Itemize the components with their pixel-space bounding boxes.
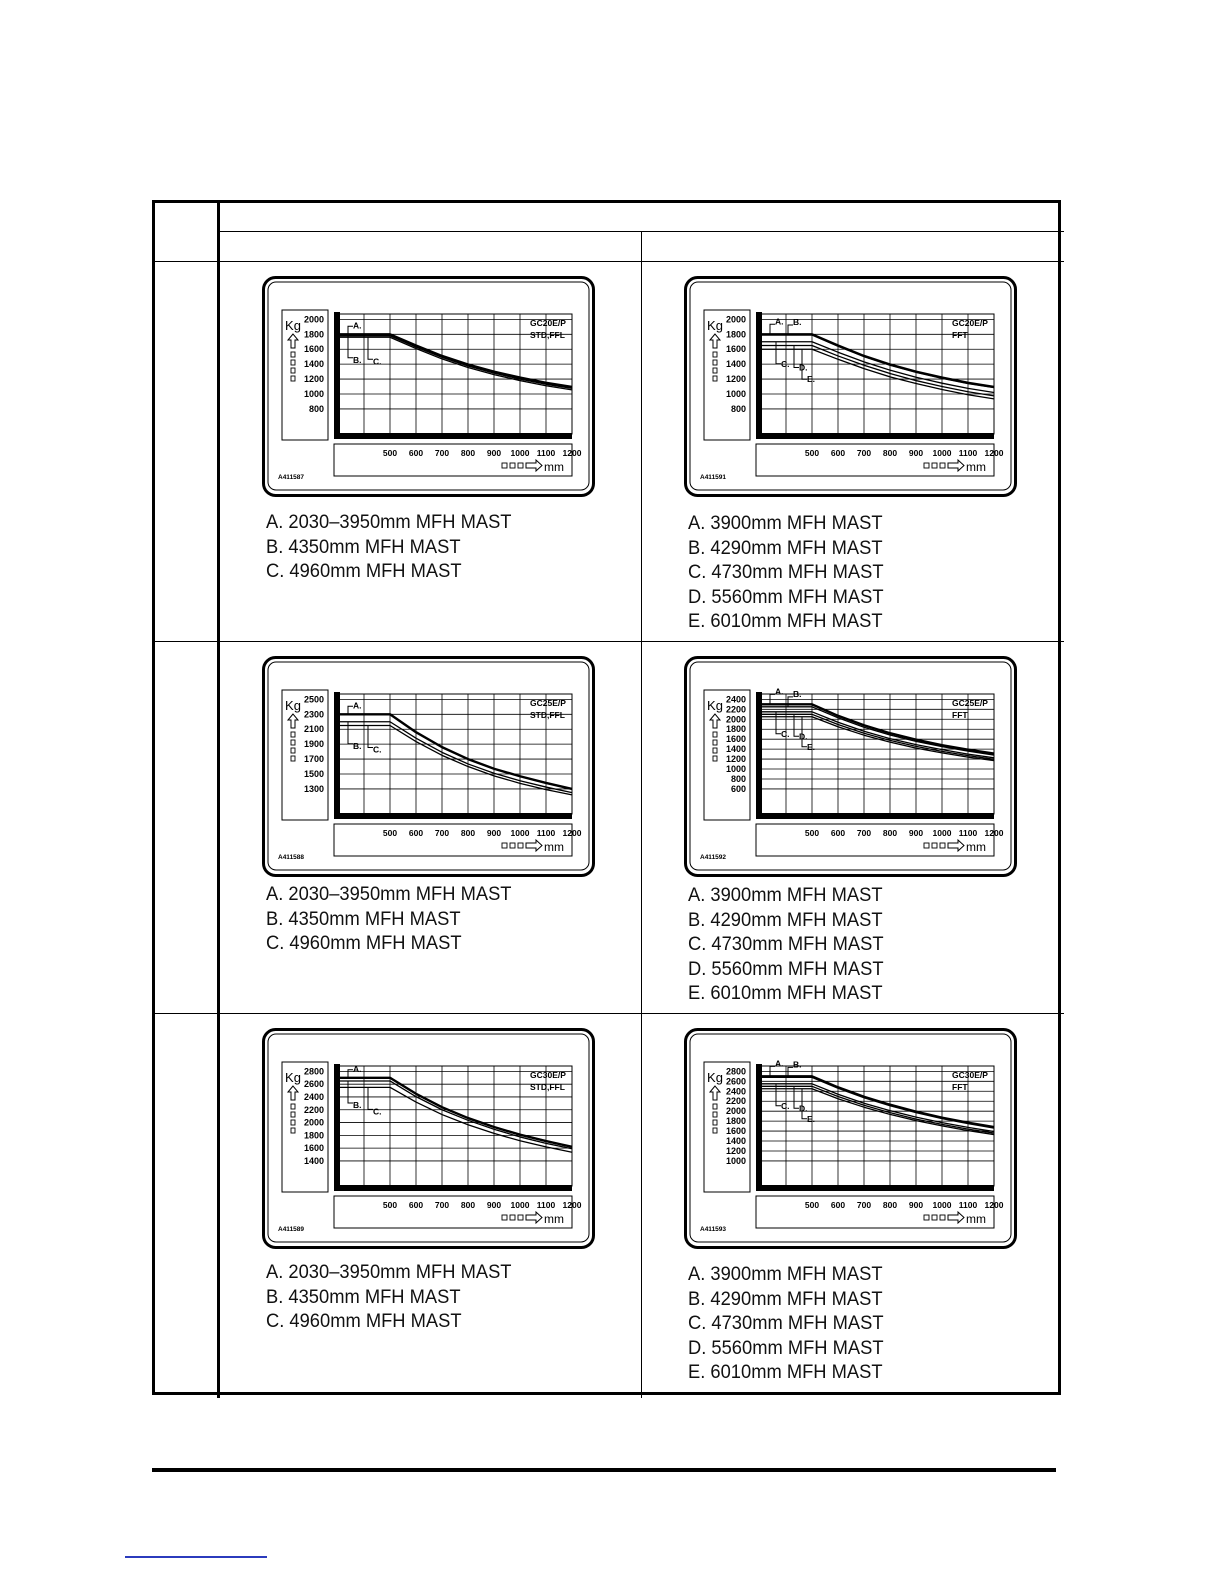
load-capacity-plate <box>684 1028 1018 1250</box>
y-tick-label: 1200 <box>303 374 324 385</box>
series-marker-label: D. <box>799 362 808 373</box>
drawing-id: A411587 <box>278 474 305 481</box>
x-tick-label: 1200 <box>562 448 582 458</box>
y-tick-label: 2200 <box>303 1104 324 1115</box>
x-tick-label: 1100 <box>958 448 978 458</box>
y-axis-bar <box>756 312 762 438</box>
x-tick-label: 600 <box>408 448 424 458</box>
legend-item: B. 4350mm MFH MAST <box>266 1285 461 1308</box>
x-tick-label: 500 <box>382 448 398 458</box>
y-tick-label: 1200 <box>725 754 746 765</box>
y-axis-bar <box>334 1064 340 1190</box>
x-tick-label: 600 <box>830 448 846 458</box>
x-tick-label: 1000 <box>510 828 530 838</box>
series-marker-label: A. <box>775 316 784 327</box>
y-tick-label: 2800 <box>303 1066 324 1077</box>
variant-label: STD,FFL <box>530 330 565 340</box>
y-tick-label: 2800 <box>725 1066 746 1077</box>
y-tick-label: 1000 <box>725 389 746 399</box>
load-capacity-plate <box>684 656 1018 878</box>
legend-item: B. 4350mm MFH MAST <box>266 907 461 930</box>
y-tick-label: 1200 <box>725 374 746 385</box>
capacity-cell <box>642 1014 1061 1395</box>
x-tick-label: 700 <box>856 828 872 838</box>
y-tick-label: 1800 <box>303 1130 324 1141</box>
x-tick-label: 800 <box>460 828 476 838</box>
x-tick-label: 900 <box>486 1200 502 1210</box>
legend-item: C. 4730mm MFH MAST <box>688 933 884 955</box>
x-axis-unit: mm <box>966 1212 986 1226</box>
y-axis-unit: Kg <box>285 1070 301 1085</box>
x-axis-bar <box>756 1185 994 1191</box>
model-label: GC20E/P <box>530 318 566 328</box>
y-axis-bar <box>334 312 340 438</box>
legend-item: B. 4290mm MFH MAST <box>688 1287 883 1310</box>
series-marker-label: A. <box>775 686 784 697</box>
y-tick-label: 2000 <box>303 1117 324 1128</box>
series-marker-label: B. <box>793 688 802 699</box>
capacity-table <box>152 200 1061 1395</box>
load-capacity-plate <box>262 656 596 878</box>
y-tick-label: 1400 <box>725 744 746 755</box>
y-tick-label: 1600 <box>725 344 746 355</box>
y-tick-label: 1400 <box>725 359 746 370</box>
capacity-cell <box>220 1014 641 1395</box>
y-tick-label: 2000 <box>725 714 746 725</box>
model-label: GC25E/P <box>530 698 566 708</box>
y-tick-label: 2400 <box>303 1091 324 1102</box>
y-tick-label: 2600 <box>303 1079 324 1090</box>
capacity-cell <box>220 642 641 1013</box>
y-tick-label: 2200 <box>725 704 746 715</box>
x-tick-label: 500 <box>804 1200 820 1210</box>
legend-item: B. 4350mm MFH MAST <box>266 535 461 558</box>
variant-label: STD,FFL <box>530 1082 565 1092</box>
series-marker-label: A. <box>353 700 362 711</box>
x-tick-label: 1200 <box>984 828 1004 838</box>
variant-label: FFT <box>952 330 968 340</box>
x-tick-label: 800 <box>882 1200 898 1210</box>
y-tick-label: 1800 <box>725 724 746 735</box>
y-tick-label: 1400 <box>725 1136 746 1147</box>
capacity-cell <box>642 642 1061 1013</box>
x-tick-label: 500 <box>382 1200 398 1210</box>
x-tick-label: 800 <box>460 448 476 458</box>
x-axis-unit: mm <box>544 840 564 854</box>
x-tick-label: 800 <box>882 828 898 838</box>
series-marker-label: B. <box>793 1059 802 1070</box>
series-marker-label: B. <box>793 317 802 328</box>
series-marker-label: E. <box>807 741 816 752</box>
x-axis-unit: mm <box>544 1212 564 1226</box>
x-axis-bar <box>334 813 572 819</box>
y-tick-label: 1800 <box>303 329 324 340</box>
legend-item: A. 2030–3950mm MFH MAST <box>266 883 512 905</box>
footer-link-underline[interactable] <box>125 1556 267 1558</box>
x-axis-bar <box>334 1185 572 1191</box>
capacity-cell <box>220 262 641 641</box>
y-tick-label: 800 <box>308 403 324 414</box>
mast-legend <box>266 882 512 956</box>
series-marker-label: C. <box>373 1106 382 1117</box>
y-axis-unit: Kg <box>707 698 723 713</box>
legend-item: A. 3900mm MFH MAST <box>688 884 883 906</box>
y-tick-label: 1400 <box>303 1155 324 1166</box>
legend-item: B. 4290mm MFH MAST <box>688 908 883 931</box>
y-tick-label: 1000 <box>725 764 746 775</box>
y-tick-label: 2500 <box>303 694 324 705</box>
x-tick-label: 1100 <box>536 1200 556 1210</box>
x-tick-label: 500 <box>382 828 398 838</box>
mast-legend <box>688 883 884 1006</box>
x-axis-bar <box>756 433 994 439</box>
model-label: GC30E/P <box>530 1070 566 1080</box>
model-label: GC25E/P <box>952 698 988 708</box>
x-tick-label: 1000 <box>932 1200 952 1210</box>
mast-legend <box>266 510 512 584</box>
y-tick-label: 1800 <box>725 329 746 340</box>
series-marker-label: B. <box>353 1099 362 1110</box>
mast-legend <box>688 511 884 634</box>
y-tick-label: 2600 <box>725 1076 746 1087</box>
drawing-id: A411589 <box>278 1226 305 1233</box>
legend-item: E. 6010mm MFH MAST <box>688 610 883 632</box>
legend-item: E. 6010mm MFH MAST <box>688 1361 883 1383</box>
x-tick-label: 700 <box>856 448 872 458</box>
x-tick-label: 1000 <box>932 828 952 838</box>
y-tick-label: 800 <box>730 403 746 414</box>
x-tick-label: 1100 <box>958 828 978 838</box>
x-axis-unit: mm <box>966 460 986 474</box>
legend-item: C. 4730mm MFH MAST <box>688 1312 884 1334</box>
x-tick-label: 600 <box>830 1200 846 1210</box>
series-marker-label: C. <box>781 358 790 369</box>
x-axis-bar <box>756 813 994 819</box>
y-tick-label: 1000 <box>303 389 324 399</box>
x-tick-label: 700 <box>856 1200 872 1210</box>
x-tick-label: 600 <box>408 1200 424 1210</box>
y-axis-unit: Kg <box>707 1070 723 1085</box>
legend-item: C. 4960mm MFH MAST <box>266 932 462 954</box>
x-tick-label: 900 <box>486 828 502 838</box>
x-tick-label: 900 <box>486 448 502 458</box>
legend-item: C. 4960mm MFH MAST <box>266 560 462 582</box>
x-tick-label: 600 <box>830 828 846 838</box>
series-marker-label: C. <box>781 1100 790 1111</box>
model-label: GC20E/P <box>952 318 988 328</box>
y-tick-label: 1600 <box>303 1143 324 1154</box>
y-tick-label: 1200 <box>725 1145 746 1156</box>
y-tick-label: 2400 <box>725 1086 746 1097</box>
x-tick-label: 1000 <box>510 1200 530 1210</box>
legend-item: A. 2030–3950mm MFH MAST <box>266 511 512 533</box>
mast-legend <box>266 1260 512 1334</box>
series-marker-label: A. <box>775 1058 784 1069</box>
x-axis-bar <box>334 433 572 439</box>
legend-item: D. 5560mm MFH MAST <box>688 1336 884 1359</box>
footer-rule <box>152 1468 1056 1472</box>
legend-item: E. 6010mm MFH MAST <box>688 982 883 1004</box>
x-tick-label: 1000 <box>932 448 952 458</box>
x-tick-label: 1000 <box>510 448 530 458</box>
x-tick-label: 1200 <box>984 448 1004 458</box>
y-tick-label: 2000 <box>303 314 324 325</box>
y-tick-label: 1700 <box>303 754 324 765</box>
x-tick-label: 700 <box>434 1200 450 1210</box>
load-capacity-plate <box>684 276 1018 498</box>
x-tick-label: 700 <box>434 448 450 458</box>
legend-item: C. 4730mm MFH MAST <box>688 561 884 583</box>
series-marker-label: A. <box>353 1063 362 1074</box>
series-marker-label: A. <box>353 320 362 331</box>
y-tick-label: 1300 <box>303 783 324 794</box>
x-tick-label: 900 <box>908 828 924 838</box>
series-marker-label: C. <box>373 356 382 367</box>
y-tick-label: 1000 <box>725 1155 746 1166</box>
legend-item: A. 2030–3950mm MFH MAST <box>266 1261 512 1283</box>
y-tick-label: 1900 <box>303 739 324 750</box>
y-axis-bar <box>334 692 340 818</box>
x-tick-label: 1200 <box>984 1200 1004 1210</box>
x-tick-label: 1200 <box>562 828 582 838</box>
variant-label: FFT <box>952 1082 968 1092</box>
series-marker-label: E. <box>807 374 816 385</box>
drawing-id: A411591 <box>700 474 727 481</box>
x-tick-label: 1100 <box>536 828 556 838</box>
legend-item: A. 3900mm MFH MAST <box>688 512 883 534</box>
header-divider-1 <box>220 231 1064 232</box>
x-tick-label: 900 <box>908 1200 924 1210</box>
y-axis-unit: Kg <box>285 318 301 333</box>
y-tick-label: 2400 <box>725 694 746 705</box>
x-tick-label: 700 <box>434 828 450 838</box>
y-axis-bar <box>756 692 762 818</box>
series-marker-label: B. <box>353 354 362 365</box>
capacity-cell <box>642 262 1061 641</box>
load-capacity-plate <box>262 276 596 498</box>
y-tick-label: 1400 <box>303 359 324 370</box>
legend-item: B. 4290mm MFH MAST <box>688 536 883 559</box>
x-tick-label: 1100 <box>958 1200 978 1210</box>
y-tick-label: 800 <box>730 773 746 784</box>
drawing-id: A411588 <box>278 854 305 861</box>
variant-label: FFT <box>952 710 968 720</box>
y-tick-label: 1600 <box>725 1126 746 1137</box>
drawing-id: A411592 <box>700 854 727 861</box>
model-label: GC30E/P <box>952 1070 988 1080</box>
x-tick-label: 1100 <box>536 448 556 458</box>
y-tick-label: 2100 <box>303 724 324 735</box>
x-axis-unit: mm <box>544 460 564 474</box>
y-tick-label: 2000 <box>725 314 746 325</box>
series-marker-label: B. <box>353 740 362 751</box>
series-marker-label: C. <box>373 744 382 755</box>
mast-legend <box>688 1262 884 1385</box>
legend-item: A. 3900mm MFH MAST <box>688 1263 883 1285</box>
x-tick-label: 800 <box>882 448 898 458</box>
y-tick-label: 2300 <box>303 709 324 720</box>
y-tick-label: 1800 <box>725 1116 746 1127</box>
series-marker-label: E. <box>807 1113 816 1124</box>
legend-item: D. 5560mm MFH MAST <box>688 585 884 608</box>
legend-item: C. 4960mm MFH MAST <box>266 1310 462 1332</box>
x-tick-label: 500 <box>804 828 820 838</box>
x-tick-label: 800 <box>460 1200 476 1210</box>
series-marker-label: D. <box>799 731 808 742</box>
y-axis-unit: Kg <box>285 698 301 713</box>
series-marker-label: C. <box>781 728 790 739</box>
x-axis-unit: mm <box>966 840 986 854</box>
x-tick-label: 500 <box>804 448 820 458</box>
y-tick-label: 2000 <box>725 1106 746 1117</box>
drawing-id: A411593 <box>700 1226 727 1233</box>
y-tick-label: 2200 <box>725 1096 746 1107</box>
y-tick-label: 1600 <box>303 344 324 355</box>
x-tick-label: 900 <box>908 448 924 458</box>
series-marker-label: D. <box>799 1103 808 1114</box>
x-tick-label: 600 <box>408 828 424 838</box>
variant-label: STD,FFL <box>530 710 565 720</box>
y-tick-label: 1500 <box>303 769 324 779</box>
x-tick-label: 1200 <box>562 1200 582 1210</box>
legend-item: D. 5560mm MFH MAST <box>688 957 884 980</box>
y-axis-unit: Kg <box>707 318 723 333</box>
y-axis-bar <box>756 1064 762 1190</box>
load-capacity-plate <box>262 1028 596 1250</box>
y-tick-label: 1600 <box>725 734 746 745</box>
y-tick-label: 600 <box>730 783 746 794</box>
